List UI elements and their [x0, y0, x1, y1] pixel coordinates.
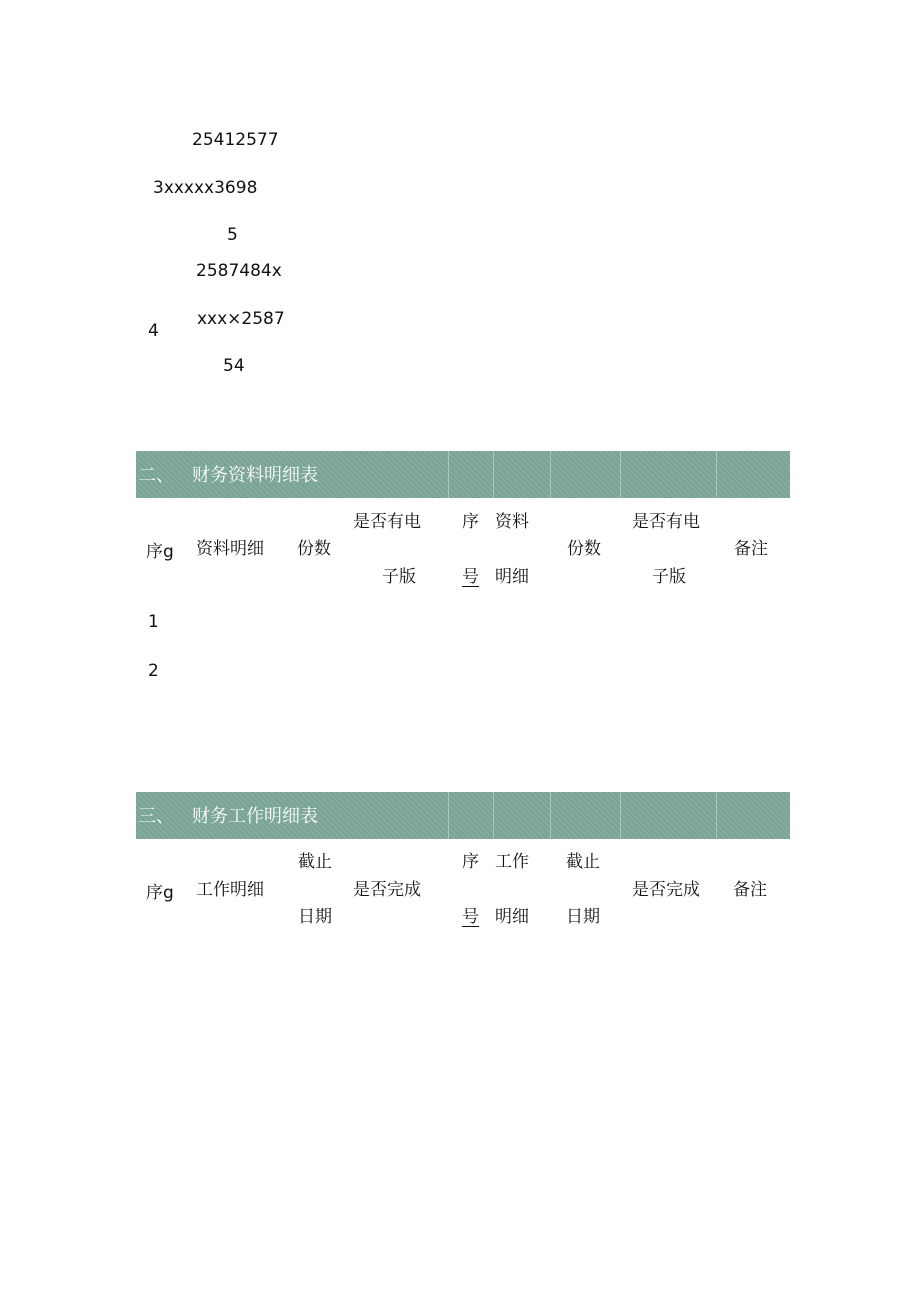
- section2-title-text: 财务资料明细表: [192, 465, 318, 486]
- header-seq: 序g: [146, 883, 174, 903]
- section2-number: 二、: [138, 465, 174, 486]
- header-completed-right: 是否完成: [632, 880, 700, 900]
- section3-header-band: [136, 792, 790, 839]
- header-deadline-right: 日期: [566, 907, 600, 927]
- header-copies-right: 份数: [567, 539, 601, 559]
- fragment-line: 5: [227, 225, 238, 245]
- table-row: 1: [148, 612, 159, 632]
- header-work-right: 工作: [495, 852, 529, 872]
- fragment-line: xxx×2587: [197, 309, 285, 329]
- section2-title: [138, 467, 318, 485]
- header-electronic-right: 子版: [652, 567, 686, 587]
- header-deadline-right: 截止: [566, 852, 600, 872]
- fragment-line: 25412577: [192, 130, 279, 150]
- header-seq: 序g: [146, 542, 174, 562]
- header-seq-right: 号: [462, 907, 479, 927]
- header-work-detail: 工作明细: [196, 880, 264, 900]
- header-electronic-right: 是否有电: [632, 512, 700, 532]
- section3-number: 三、: [138, 806, 174, 827]
- header-copies: 份数: [297, 539, 331, 559]
- section3-title: [138, 808, 318, 826]
- fragment-line: 54: [223, 356, 245, 376]
- section3-title-text: 财务工作明细表: [192, 806, 318, 827]
- header-material-right: 资料: [495, 512, 529, 532]
- header-material-right: 明细: [495, 567, 529, 587]
- header-remarks: 备注: [734, 539, 768, 559]
- table-row: 2: [148, 661, 159, 681]
- header-completed: 是否完成: [353, 880, 421, 900]
- header-deadline: 截止: [298, 852, 332, 872]
- header-electronic: 是否有电: [353, 512, 421, 532]
- fragment-line: 3xxxxx3698: [153, 178, 258, 198]
- fragment-line: 2587484x: [196, 261, 282, 281]
- header-electronic: 子版: [382, 567, 416, 587]
- header-seq-right: 序: [462, 852, 479, 872]
- fragment-row-number: 4: [148, 321, 159, 341]
- header-seq-right: 序: [462, 512, 479, 532]
- section2-header-band: [136, 451, 790, 498]
- header-material-detail: 资料明细: [196, 539, 264, 559]
- header-seq-right: 号: [462, 567, 479, 587]
- header-work-right: 明细: [495, 907, 529, 927]
- header-deadline: 日期: [298, 907, 332, 927]
- header-remarks: 备注: [733, 880, 767, 900]
